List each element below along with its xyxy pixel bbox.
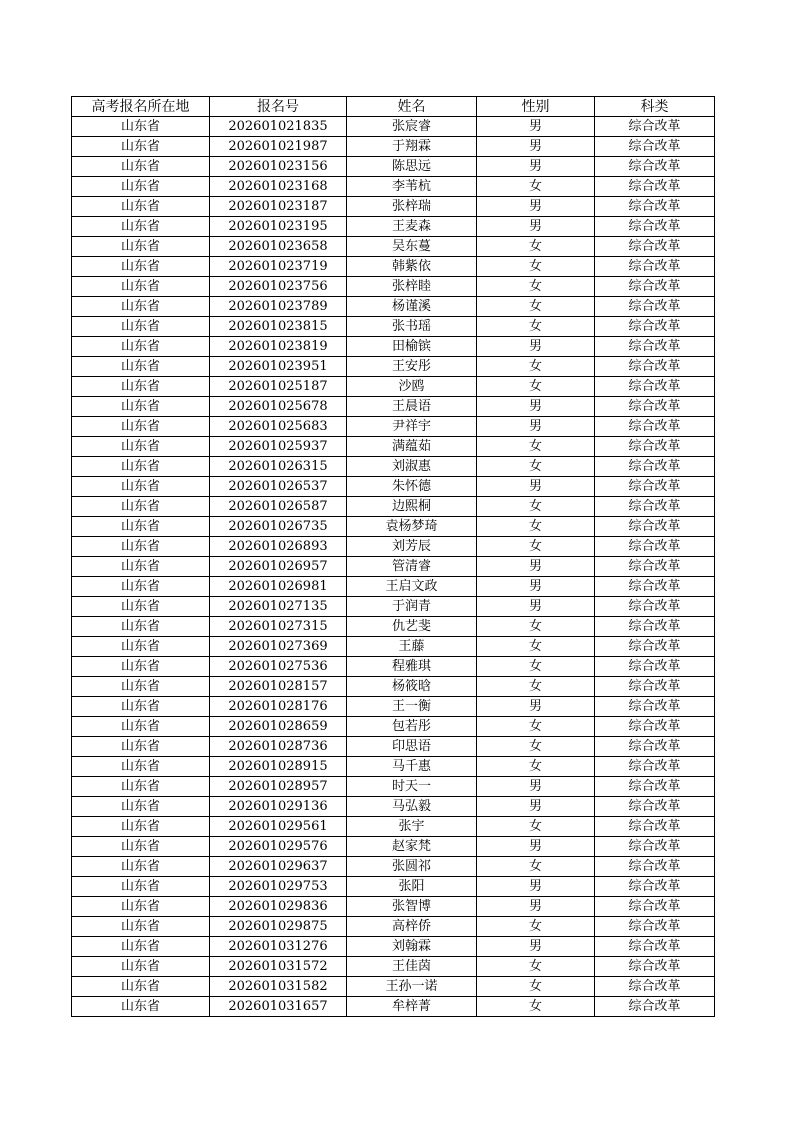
- cell-location: 山东省: [72, 437, 210, 457]
- cell-location: 山东省: [72, 677, 210, 697]
- cell-location: 山东省: [72, 737, 210, 757]
- cell-location: 山东省: [72, 597, 210, 617]
- table-row: [72, 277, 715, 297]
- cell-gender: 男: [477, 217, 595, 237]
- table-row: [72, 957, 715, 977]
- cell-name: 张梓瑞: [347, 197, 477, 217]
- cell-location: 山东省: [72, 337, 210, 357]
- table-row: [72, 417, 715, 437]
- table-row: [72, 177, 715, 197]
- cell-name: 刘翰霖: [347, 937, 477, 957]
- cell-registration-number: 202601026981: [210, 577, 347, 597]
- cell-subject-category: 综合改革: [595, 177, 715, 197]
- cell-location: 山东省: [72, 117, 210, 137]
- table-row: [72, 877, 715, 897]
- cell-gender: 女: [477, 637, 595, 657]
- cell-gender: 女: [477, 917, 595, 937]
- table-row: [72, 377, 715, 397]
- cell-registration-number: 202601023658: [210, 237, 347, 257]
- cell-gender: 男: [477, 777, 595, 797]
- cell-registration-number: 202601026735: [210, 517, 347, 537]
- cell-registration-number: 202601027135: [210, 597, 347, 617]
- cell-gender: 女: [477, 297, 595, 317]
- cell-name: 刘芳辰: [347, 537, 477, 557]
- cell-subject-category: 综合改革: [595, 157, 715, 177]
- cell-gender: 女: [477, 957, 595, 977]
- cell-gender: 女: [477, 717, 595, 737]
- cell-registration-number: 202601031582: [210, 977, 347, 997]
- cell-subject-category: 综合改革: [595, 837, 715, 857]
- cell-registration-number: 202601023156: [210, 157, 347, 177]
- cell-registration-number: 202601028957: [210, 777, 347, 797]
- header-location: 高考报名所在地: [72, 97, 210, 117]
- cell-location: 山东省: [72, 377, 210, 397]
- cell-location: 山东省: [72, 397, 210, 417]
- cell-name: 王藤: [347, 637, 477, 657]
- cell-name: 牟梓菁: [347, 997, 477, 1017]
- cell-name: 王启文政: [347, 577, 477, 597]
- cell-registration-number: 202601031572: [210, 957, 347, 977]
- cell-name: 仇艺斐: [347, 617, 477, 637]
- cell-gender: 女: [477, 277, 595, 297]
- cell-registration-number: 202601028659: [210, 717, 347, 737]
- table-row: [72, 237, 715, 257]
- cell-subject-category: 综合改革: [595, 937, 715, 957]
- cell-name: 张书瑶: [347, 317, 477, 337]
- cell-gender: 女: [477, 517, 595, 537]
- cell-subject-category: 综合改革: [595, 657, 715, 677]
- cell-name: 杨谨溪: [347, 297, 477, 317]
- cell-location: 山东省: [72, 637, 210, 657]
- cell-registration-number: 202601029836: [210, 897, 347, 917]
- cell-subject-category: 综合改革: [595, 817, 715, 837]
- cell-subject-category: 综合改革: [595, 977, 715, 997]
- cell-registration-number: 202601023719: [210, 257, 347, 277]
- table-row: [72, 117, 715, 137]
- cell-name: 王安彤: [347, 357, 477, 377]
- cell-subject-category: 综合改革: [595, 197, 715, 217]
- cell-gender: 女: [477, 377, 595, 397]
- cell-gender: 女: [477, 317, 595, 337]
- cell-gender: 男: [477, 837, 595, 857]
- cell-name: 马弘毅: [347, 797, 477, 817]
- table-row: [72, 457, 715, 477]
- cell-location: 山东省: [72, 137, 210, 157]
- cell-subject-category: 综合改革: [595, 457, 715, 477]
- cell-gender: 女: [477, 977, 595, 997]
- cell-name: 包若彤: [347, 717, 477, 737]
- cell-location: 山东省: [72, 357, 210, 377]
- cell-registration-number: 202601028736: [210, 737, 347, 757]
- cell-name: 王麦森: [347, 217, 477, 237]
- cell-gender: 女: [477, 657, 595, 677]
- cell-registration-number: 202601029561: [210, 817, 347, 837]
- cell-subject-category: 综合改革: [595, 757, 715, 777]
- cell-name: 高梓侨: [347, 917, 477, 937]
- cell-gender: 女: [477, 997, 595, 1017]
- cell-registration-number: 202601025683: [210, 417, 347, 437]
- header-name: 姓名: [347, 97, 477, 117]
- cell-name: 程雅琪: [347, 657, 477, 677]
- cell-subject-category: 综合改革: [595, 437, 715, 457]
- cell-location: 山东省: [72, 237, 210, 257]
- cell-subject-category: 综合改革: [595, 377, 715, 397]
- cell-name: 张宸睿: [347, 117, 477, 137]
- cell-subject-category: 综合改革: [595, 357, 715, 377]
- cell-gender: 女: [477, 737, 595, 757]
- cell-subject-category: 综合改革: [595, 737, 715, 757]
- cell-location: 山东省: [72, 557, 210, 577]
- cell-location: 山东省: [72, 937, 210, 957]
- cell-registration-number: 202601029875: [210, 917, 347, 937]
- cell-gender: 男: [477, 417, 595, 437]
- cell-registration-number: 202601023168: [210, 177, 347, 197]
- cell-registration-number: 202601023951: [210, 357, 347, 377]
- cell-name: 边熙桐: [347, 497, 477, 517]
- table-row: [72, 897, 715, 917]
- cell-registration-number: 202601021987: [210, 137, 347, 157]
- cell-name: 于润青: [347, 597, 477, 617]
- cell-registration-number: 202601023789: [210, 297, 347, 317]
- cell-registration-number: 202601021835: [210, 117, 347, 137]
- cell-subject-category: 综合改革: [595, 857, 715, 877]
- cell-registration-number: 202601025678: [210, 397, 347, 417]
- cell-location: 山东省: [72, 157, 210, 177]
- table-row: [72, 617, 715, 637]
- table-row: [72, 197, 715, 217]
- cell-subject-category: 综合改革: [595, 257, 715, 277]
- table-row: [72, 497, 715, 517]
- cell-subject-category: 综合改革: [595, 137, 715, 157]
- cell-location: 山东省: [72, 497, 210, 517]
- cell-location: 山东省: [72, 537, 210, 557]
- cell-location: 山东省: [72, 817, 210, 837]
- cell-name: 于翔霖: [347, 137, 477, 157]
- cell-registration-number: 202601029753: [210, 877, 347, 897]
- cell-gender: 女: [477, 177, 595, 197]
- table-row: [72, 357, 715, 377]
- table-row: [72, 857, 715, 877]
- cell-gender: 男: [477, 197, 595, 217]
- table-row: [72, 677, 715, 697]
- cell-gender: 男: [477, 117, 595, 137]
- cell-subject-category: 综合改革: [595, 877, 715, 897]
- cell-name: 王孙一诺: [347, 977, 477, 997]
- cell-subject-category: 综合改革: [595, 897, 715, 917]
- cell-name: 吴东蔓: [347, 237, 477, 257]
- table-row: [72, 217, 715, 237]
- cell-registration-number: 202601027369: [210, 637, 347, 657]
- cell-location: 山东省: [72, 657, 210, 677]
- cell-subject-category: 综合改革: [595, 797, 715, 817]
- cell-gender: 女: [477, 457, 595, 477]
- cell-location: 山东省: [72, 197, 210, 217]
- cell-location: 山东省: [72, 177, 210, 197]
- cell-location: 山东省: [72, 777, 210, 797]
- cell-subject-category: 综合改革: [595, 517, 715, 537]
- cell-name: 李苇杭: [347, 177, 477, 197]
- cell-location: 山东省: [72, 457, 210, 477]
- table-row: [72, 757, 715, 777]
- table-row: [72, 537, 715, 557]
- cell-gender: 男: [477, 697, 595, 717]
- cell-gender: 女: [477, 757, 595, 777]
- cell-location: 山东省: [72, 417, 210, 437]
- cell-subject-category: 综合改革: [595, 997, 715, 1017]
- cell-gender: 女: [477, 617, 595, 637]
- cell-name: 张梓睦: [347, 277, 477, 297]
- cell-location: 山东省: [72, 257, 210, 277]
- cell-location: 山东省: [72, 277, 210, 297]
- cell-name: 满蕴茹: [347, 437, 477, 457]
- cell-registration-number: 202601023756: [210, 277, 347, 297]
- cell-subject-category: 综合改革: [595, 957, 715, 977]
- cell-name: 陈思远: [347, 157, 477, 177]
- table-row: [72, 577, 715, 597]
- cell-registration-number: 202601029136: [210, 797, 347, 817]
- cell-registration-number: 202601028915: [210, 757, 347, 777]
- cell-registration-number: 202601026587: [210, 497, 347, 517]
- header-registration-number: 报名号: [210, 97, 347, 117]
- cell-subject-category: 综合改革: [595, 637, 715, 657]
- cell-name: 时天一: [347, 777, 477, 797]
- cell-registration-number: 202601026315: [210, 457, 347, 477]
- cell-subject-category: 综合改革: [595, 237, 715, 257]
- cell-name: 刘淑惠: [347, 457, 477, 477]
- table-row: [72, 837, 715, 857]
- cell-registration-number: 202601027536: [210, 657, 347, 677]
- table-row: [72, 477, 715, 497]
- table-row: [72, 977, 715, 997]
- cell-subject-category: 综合改革: [595, 917, 715, 937]
- cell-name: 张阳: [347, 877, 477, 897]
- table-row: [72, 937, 715, 957]
- cell-location: 山东省: [72, 797, 210, 817]
- cell-registration-number: 202601026537: [210, 477, 347, 497]
- table-row: [72, 717, 715, 737]
- cell-gender: 男: [477, 937, 595, 957]
- table-row: [72, 697, 715, 717]
- cell-gender: 男: [477, 877, 595, 897]
- cell-location: 山东省: [72, 897, 210, 917]
- cell-subject-category: 综合改革: [595, 217, 715, 237]
- table-row: [72, 597, 715, 617]
- cell-location: 山东省: [72, 717, 210, 737]
- cell-location: 山东省: [72, 577, 210, 597]
- cell-gender: 男: [477, 137, 595, 157]
- cell-gender: 男: [477, 797, 595, 817]
- cell-name: 袁杨梦琦: [347, 517, 477, 537]
- student-list-table: [71, 96, 715, 1017]
- cell-name: 杨筱晗: [347, 677, 477, 697]
- table-body: [72, 117, 715, 1017]
- cell-name: 尹祥宇: [347, 417, 477, 437]
- cell-subject-category: 综合改革: [595, 537, 715, 557]
- header-gender: 性别: [477, 97, 595, 117]
- cell-gender: 女: [477, 237, 595, 257]
- cell-registration-number: 202601031276: [210, 937, 347, 957]
- cell-gender: 男: [477, 477, 595, 497]
- table-row: [72, 737, 715, 757]
- cell-name: 管清睿: [347, 557, 477, 577]
- table-row: [72, 257, 715, 277]
- cell-registration-number: 202601028176: [210, 697, 347, 717]
- cell-location: 山东省: [72, 877, 210, 897]
- cell-name: 张智博: [347, 897, 477, 917]
- cell-name: 印思语: [347, 737, 477, 757]
- cell-location: 山东省: [72, 857, 210, 877]
- cell-subject-category: 综合改革: [595, 557, 715, 577]
- table-row: [72, 817, 715, 837]
- cell-location: 山东省: [72, 977, 210, 997]
- cell-name: 沙鸥: [347, 377, 477, 397]
- cell-gender: 男: [477, 157, 595, 177]
- cell-location: 山东省: [72, 917, 210, 937]
- cell-registration-number: 202601029637: [210, 857, 347, 877]
- cell-location: 山东省: [72, 317, 210, 337]
- cell-registration-number: 202601023819: [210, 337, 347, 357]
- table-row: [72, 997, 715, 1017]
- cell-location: 山东省: [72, 697, 210, 717]
- cell-name: 韩紫依: [347, 257, 477, 277]
- cell-subject-category: 综合改革: [595, 337, 715, 357]
- table-row: [72, 797, 715, 817]
- cell-gender: 女: [477, 437, 595, 457]
- table-row: [72, 157, 715, 177]
- cell-subject-category: 综合改革: [595, 597, 715, 617]
- cell-subject-category: 综合改革: [595, 417, 715, 437]
- table-header-row: [72, 97, 715, 117]
- table-row: [72, 777, 715, 797]
- cell-location: 山东省: [72, 617, 210, 637]
- cell-location: 山东省: [72, 477, 210, 497]
- cell-subject-category: 综合改革: [595, 717, 715, 737]
- cell-location: 山东省: [72, 517, 210, 537]
- table-row: [72, 137, 715, 157]
- cell-name: 张宇: [347, 817, 477, 837]
- cell-registration-number: 202601023187: [210, 197, 347, 217]
- header-subject-category: 科类: [595, 97, 715, 117]
- cell-gender: 女: [477, 357, 595, 377]
- cell-subject-category: 综合改革: [595, 297, 715, 317]
- cell-registration-number: 202601026957: [210, 557, 347, 577]
- cell-registration-number: 202601027315: [210, 617, 347, 637]
- cell-subject-category: 综合改革: [595, 277, 715, 297]
- cell-gender: 女: [477, 257, 595, 277]
- cell-gender: 男: [477, 557, 595, 577]
- cell-subject-category: 综合改革: [595, 317, 715, 337]
- cell-gender: 男: [477, 577, 595, 597]
- cell-gender: 男: [477, 897, 595, 917]
- cell-name: 王晨语: [347, 397, 477, 417]
- cell-name: 张圆祁: [347, 857, 477, 877]
- cell-gender: 男: [477, 337, 595, 357]
- cell-registration-number: 202601023195: [210, 217, 347, 237]
- cell-gender: 女: [477, 497, 595, 517]
- cell-registration-number: 202601023815: [210, 317, 347, 337]
- cell-subject-category: 综合改革: [595, 117, 715, 137]
- cell-subject-category: 综合改革: [595, 497, 715, 517]
- cell-location: 山东省: [72, 297, 210, 317]
- cell-location: 山东省: [72, 757, 210, 777]
- cell-registration-number: 202601031657: [210, 997, 347, 1017]
- table-row: [72, 437, 715, 457]
- cell-gender: 女: [477, 537, 595, 557]
- table-row: [72, 557, 715, 577]
- cell-gender: 女: [477, 817, 595, 837]
- table-row: [72, 637, 715, 657]
- cell-location: 山东省: [72, 997, 210, 1017]
- cell-registration-number: 202601025187: [210, 377, 347, 397]
- cell-name: 赵家梵: [347, 837, 477, 857]
- cell-name: 朱怀德: [347, 477, 477, 497]
- cell-name: 王一衡: [347, 697, 477, 717]
- cell-registration-number: 202601025937: [210, 437, 347, 457]
- cell-name: 王佳茵: [347, 957, 477, 977]
- cell-subject-category: 综合改革: [595, 477, 715, 497]
- cell-gender: 男: [477, 397, 595, 417]
- table-row: [72, 317, 715, 337]
- table-row: [72, 517, 715, 537]
- table-row: [72, 917, 715, 937]
- cell-subject-category: 综合改革: [595, 777, 715, 797]
- cell-subject-category: 综合改革: [595, 397, 715, 417]
- cell-subject-category: 综合改革: [595, 577, 715, 597]
- cell-location: 山东省: [72, 217, 210, 237]
- cell-gender: 女: [477, 857, 595, 877]
- cell-name: 田榆镔: [347, 337, 477, 357]
- cell-name: 马千惠: [347, 757, 477, 777]
- cell-subject-category: 综合改革: [595, 677, 715, 697]
- cell-gender: 男: [477, 597, 595, 617]
- table-row: [72, 337, 715, 357]
- cell-registration-number: 202601028157: [210, 677, 347, 697]
- cell-registration-number: 202601029576: [210, 837, 347, 857]
- table-row: [72, 657, 715, 677]
- cell-location: 山东省: [72, 837, 210, 857]
- cell-registration-number: 202601026893: [210, 537, 347, 557]
- cell-gender: 女: [477, 677, 595, 697]
- cell-subject-category: 综合改革: [595, 617, 715, 637]
- cell-location: 山东省: [72, 957, 210, 977]
- table-row: [72, 397, 715, 417]
- table-row: [72, 297, 715, 317]
- cell-subject-category: 综合改革: [595, 697, 715, 717]
